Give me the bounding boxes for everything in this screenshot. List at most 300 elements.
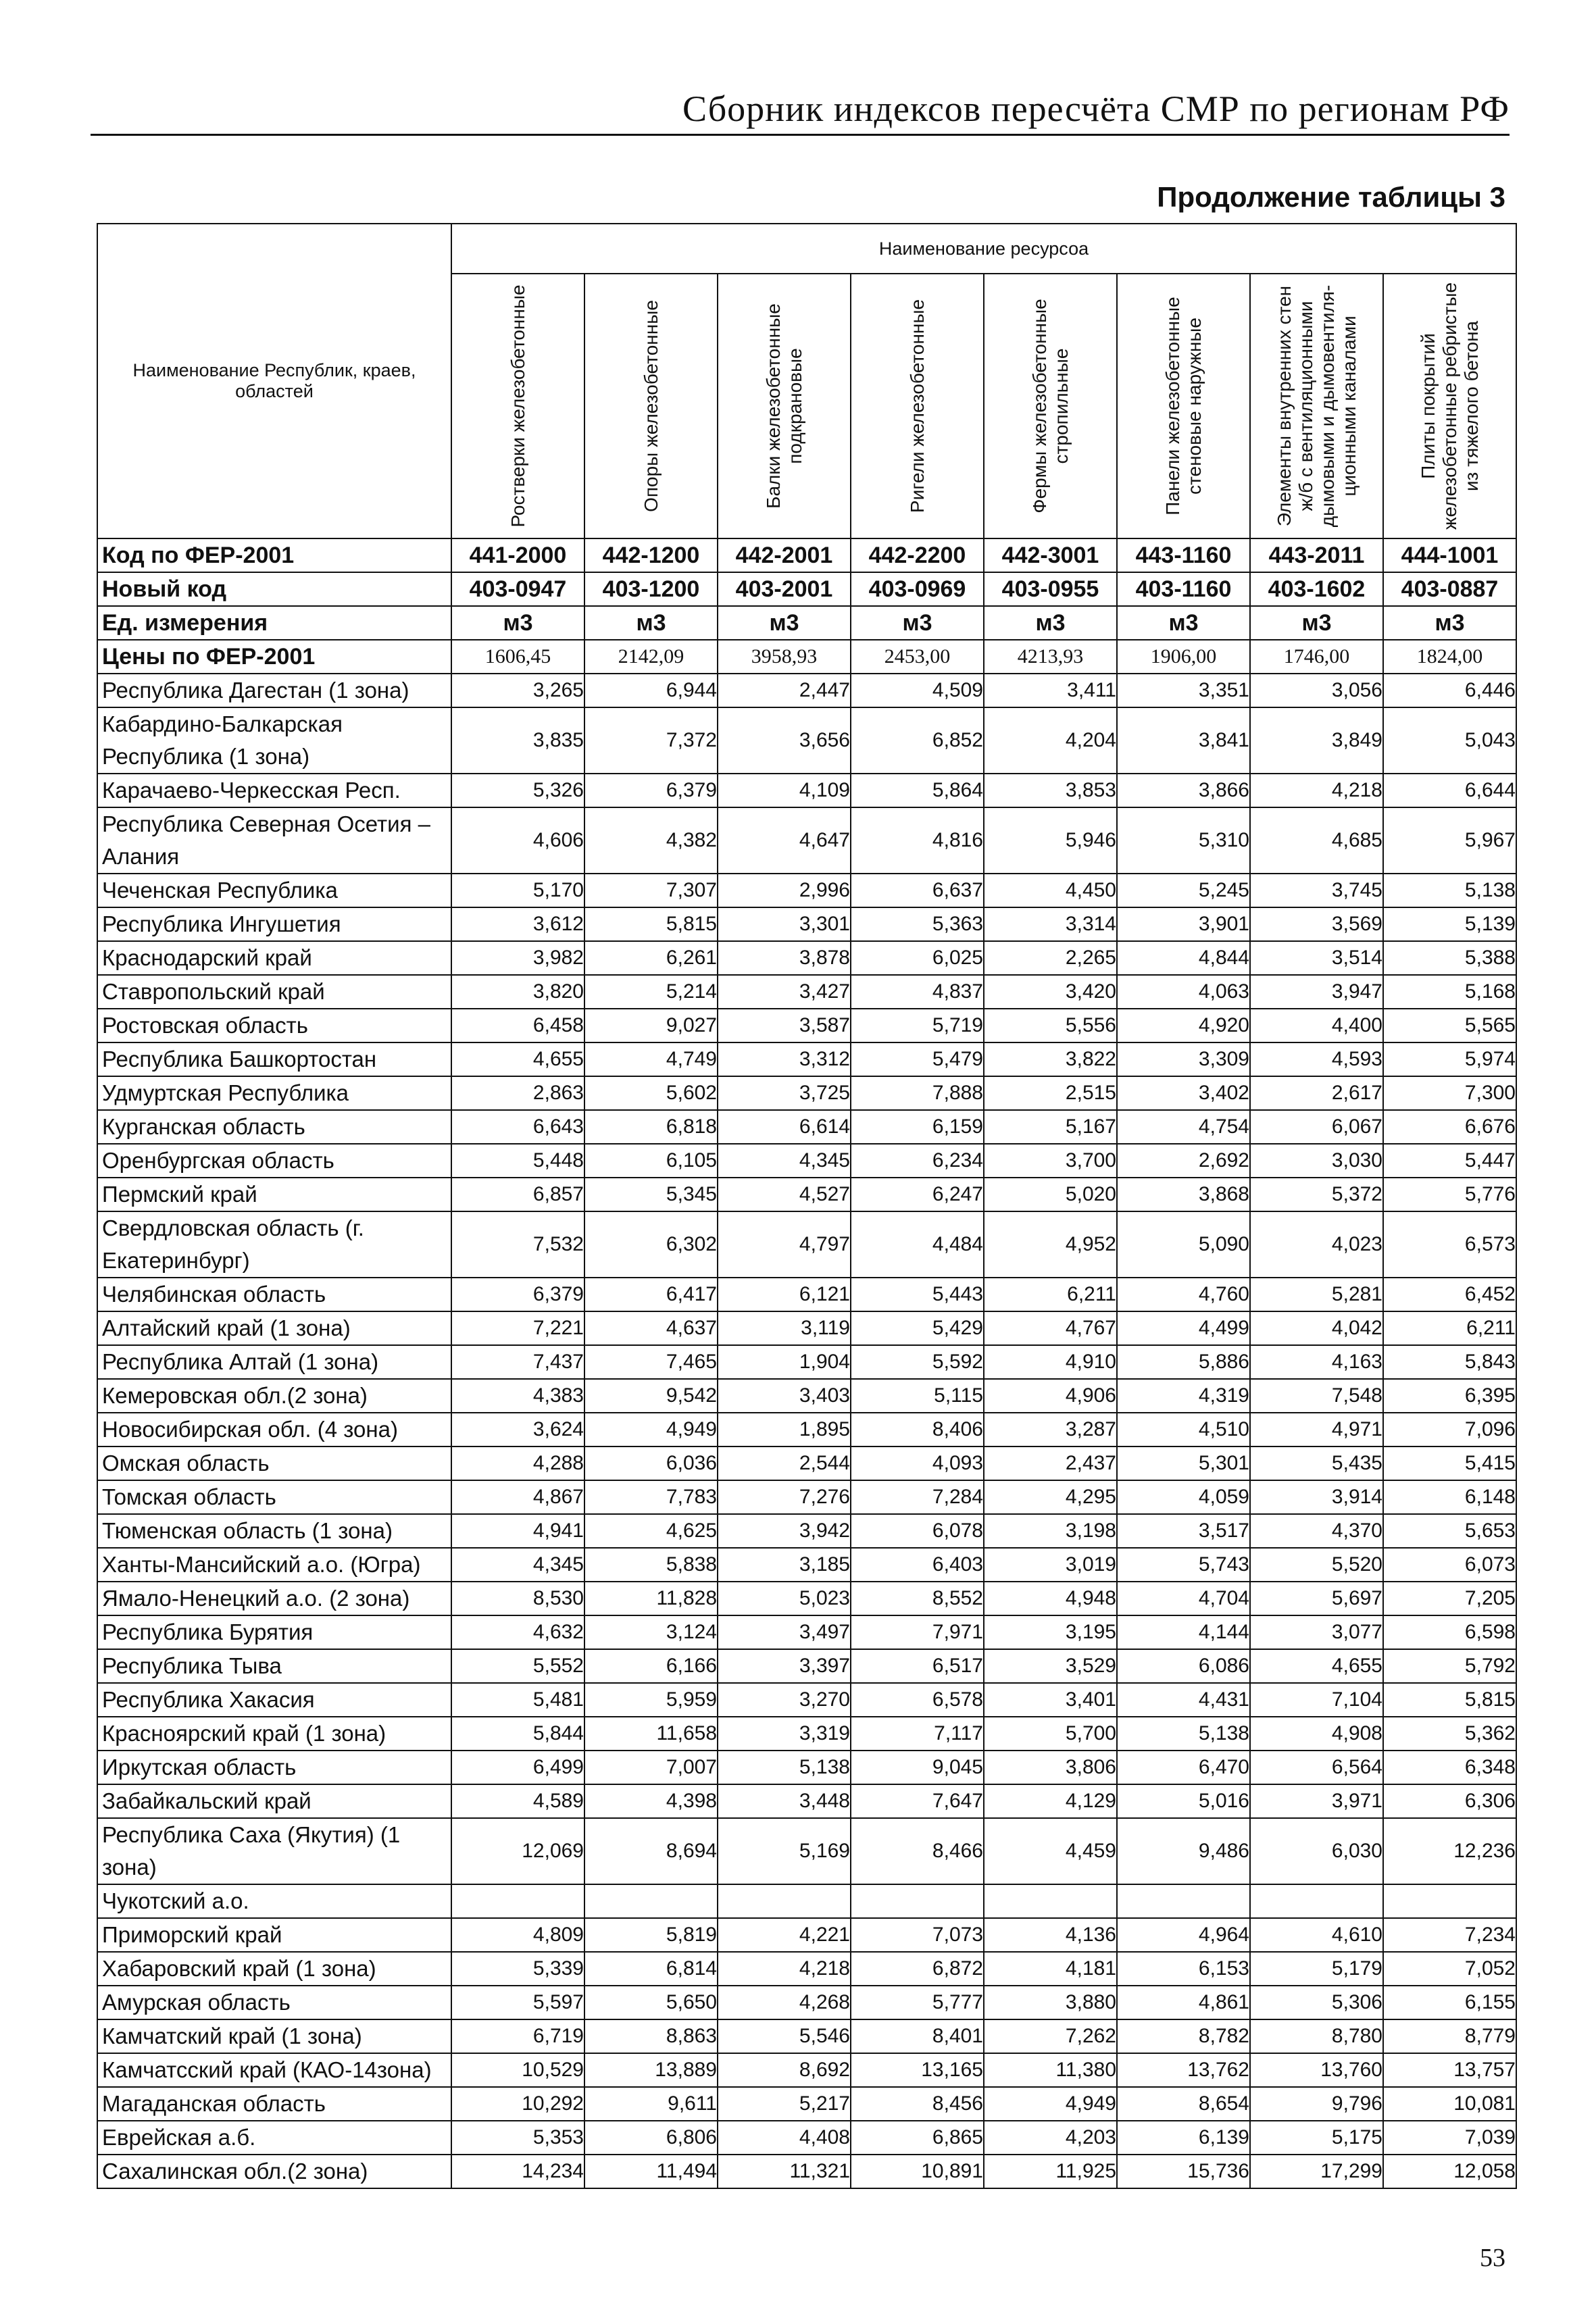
region-name: Забайкальский край [97, 1784, 451, 1818]
index-value: 4,398 [584, 1784, 718, 1818]
index-value: 3,841 [1117, 707, 1250, 774]
meta-value: 443-2011 [1250, 538, 1383, 572]
region-name: Камчатсский край (КАО-14зона) [97, 2053, 451, 2087]
region-name: Республика Бурятия [97, 1615, 451, 1649]
index-value: 5,020 [984, 1178, 1117, 1211]
index-value: 3,914 [1250, 1480, 1383, 1514]
index-value: 4,499 [1117, 1311, 1250, 1345]
index-value: 4,809 [451, 1918, 584, 1952]
index-value: 4,345 [718, 1144, 851, 1178]
index-value: 4,218 [1250, 774, 1383, 807]
index-value: 3,411 [984, 674, 1117, 707]
index-value: 6,470 [1117, 1751, 1250, 1784]
index-value: 6,644 [1383, 774, 1516, 807]
index-value: 6,944 [584, 674, 718, 707]
index-value: 5,447 [1383, 1144, 1516, 1178]
index-value: 7,548 [1250, 1379, 1383, 1413]
index-value: 6,166 [584, 1649, 718, 1683]
column-header-label: Ригели железобетонные [906, 299, 928, 513]
index-value: 6,073 [1383, 1548, 1516, 1582]
index-value: 6,852 [851, 707, 984, 774]
index-value: 13,757 [1383, 2053, 1516, 2087]
meta-value: м3 [718, 606, 851, 640]
region-name: Сахалинская обл.(2 зона) [97, 2155, 451, 2188]
index-value: 8,692 [718, 2053, 851, 2087]
index-value: 4,382 [584, 807, 718, 874]
index-value: 4,610 [1250, 1918, 1383, 1952]
index-value: 5,362 [1383, 1717, 1516, 1751]
index-value: 6,086 [1117, 1649, 1250, 1683]
index-value: 6,676 [1383, 1110, 1516, 1144]
index-value: 5,448 [451, 1144, 584, 1178]
index-value: 7,971 [851, 1615, 984, 1649]
index-value: 4,059 [1117, 1480, 1250, 1514]
index-value: 3,947 [1250, 975, 1383, 1009]
index-value: 5,139 [1383, 907, 1516, 941]
index-value: 8,552 [851, 1582, 984, 1615]
region-name: Приморский край [97, 1918, 451, 1952]
index-value: 6,139 [1117, 2121, 1250, 2155]
index-value: 5,974 [1383, 1042, 1516, 1076]
region-name: Республика Башкортостан [97, 1042, 451, 1076]
index-value: 4,861 [1117, 1986, 1250, 2019]
index-value: 3,265 [451, 674, 584, 707]
table-row [97, 1615, 1516, 1649]
index-value: 4,023 [1250, 1211, 1383, 1278]
index-value: 4,450 [984, 874, 1117, 907]
index-value: 6,458 [451, 1009, 584, 1042]
index-value: 4,920 [1117, 1009, 1250, 1042]
index-value: 6,573 [1383, 1211, 1516, 1278]
index-value: 3,587 [718, 1009, 851, 1042]
index-value: 5,843 [1383, 1345, 1516, 1379]
region-name: Республика Саха (Якутия) (1 зона) [97, 1818, 451, 1884]
index-value: 6,379 [451, 1278, 584, 1311]
index-value: 6,643 [451, 1110, 584, 1144]
index-value: 3,309 [1117, 1042, 1250, 1076]
index-value: 4,625 [584, 1514, 718, 1548]
meta-label: Ед. измерения [97, 606, 451, 640]
column-header-label: Плиты покрытий железобетонные ребристые из тяжелого бетона [1417, 282, 1482, 530]
index-value: 5,023 [718, 1582, 851, 1615]
region-name: Республика Хакасия [97, 1683, 451, 1717]
meta-value: 442-2001 [718, 538, 851, 572]
table-row [97, 1413, 1516, 1447]
region-name: Свердловская область (г. Екатеринбург) [97, 1211, 451, 1278]
table-row [97, 1884, 1516, 1918]
index-value: 5,697 [1250, 1582, 1383, 1615]
index-value: 6,379 [584, 774, 718, 807]
index-value: 5,481 [451, 1683, 584, 1717]
index-value: 5,776 [1383, 1178, 1516, 1211]
table-row [97, 1447, 1516, 1480]
index-value: 2,437 [984, 1447, 1117, 1480]
index-value: 5,372 [1250, 1178, 1383, 1211]
index-value: 5,546 [718, 2019, 851, 2053]
index-value: 4,632 [451, 1615, 584, 1649]
index-value: 4,906 [984, 1379, 1117, 1413]
column-header [451, 274, 584, 538]
index-value: 6,578 [851, 1683, 984, 1717]
index-value: 4,129 [984, 1784, 1117, 1818]
index-value: 2,996 [718, 874, 851, 907]
region-name: Карачаево-Черкесская Респ. [97, 774, 451, 807]
table-row [97, 1480, 1516, 1514]
region-name: Тюменская область (1 зона) [97, 1514, 451, 1548]
index-value: 7,104 [1250, 1683, 1383, 1717]
index-value: 6,598 [1383, 1615, 1516, 1649]
index-value: 6,564 [1250, 1751, 1383, 1784]
index-value: 4,319 [1117, 1379, 1250, 1413]
index-value: 3,853 [984, 774, 1117, 807]
index-value: 5,090 [1117, 1211, 1250, 1278]
table-row [97, 907, 1516, 941]
table-row [97, 975, 1516, 1009]
index-value: 4,345 [451, 1548, 584, 1582]
index-value: 4,704 [1117, 1582, 1250, 1615]
table-row [97, 941, 1516, 975]
index-value: 12,058 [1383, 2155, 1516, 2188]
index-value [984, 1884, 1117, 1918]
index-value: 5,552 [451, 1649, 584, 1683]
index-value: 5,043 [1383, 707, 1516, 774]
table-row [97, 1345, 1516, 1379]
index-value: 6,247 [851, 1178, 984, 1211]
index-value: 6,417 [584, 1278, 718, 1311]
index-value: 7,205 [1383, 1582, 1516, 1615]
region-name: Республика Алтай (1 зона) [97, 1345, 451, 1379]
column-header [1117, 274, 1250, 538]
table-row [97, 1278, 1516, 1311]
index-value: 7,307 [584, 874, 718, 907]
table-row [97, 1548, 1516, 1582]
index-value: 5,946 [984, 807, 1117, 874]
index-value: 10,292 [451, 2087, 584, 2121]
index-value: 3,287 [984, 1413, 1117, 1447]
index-value: 6,348 [1383, 1751, 1516, 1784]
index-value: 6,159 [851, 1110, 984, 1144]
index-value: 5,353 [451, 2121, 584, 2155]
index-value: 7,039 [1383, 2121, 1516, 2155]
table-row [97, 1379, 1516, 1413]
index-value: 4,655 [1250, 1649, 1383, 1683]
meta-value: 403-0947 [451, 572, 584, 606]
index-value: 3,514 [1250, 941, 1383, 975]
region-name: Омская область [97, 1447, 451, 1480]
index-value: 3,612 [451, 907, 584, 941]
index-value: 5,345 [584, 1178, 718, 1211]
index-value: 4,971 [1250, 1413, 1383, 1447]
index-value: 7,276 [718, 1480, 851, 1514]
index-value: 4,816 [851, 807, 984, 874]
column-header [1250, 274, 1383, 538]
index-value: 8,863 [584, 2019, 718, 2053]
meta-value: 403-0969 [851, 572, 984, 606]
index-value: 5,443 [851, 1278, 984, 1311]
index-value: 9,542 [584, 1379, 718, 1413]
index-value: 13,165 [851, 2053, 984, 2087]
index-value: 6,030 [1250, 1818, 1383, 1884]
region-name: Иркутская область [97, 1751, 451, 1784]
index-value: 7,073 [851, 1918, 984, 1952]
index-value: 5,138 [1383, 874, 1516, 907]
index-value: 3,056 [1250, 674, 1383, 707]
region-name: Чукотский а.о. [97, 1884, 451, 1918]
region-name: Хабаровский край (1 зона) [97, 1952, 451, 1986]
index-value: 11,828 [584, 1582, 718, 1615]
index-value: 4,589 [451, 1784, 584, 1818]
index-value: 3,401 [984, 1683, 1117, 1717]
index-value: 5,565 [1383, 1009, 1516, 1042]
index-value: 7,532 [451, 1211, 584, 1278]
index-value: 11,925 [984, 2155, 1117, 2188]
index-value: 6,395 [1383, 1379, 1516, 1413]
index-value: 7,117 [851, 1717, 984, 1751]
column-header-label: Панели железобетонные стеновые наружные [1162, 297, 1205, 515]
index-value: 4,400 [1250, 1009, 1383, 1042]
index-value: 9,045 [851, 1751, 984, 1784]
index-value: 4,767 [984, 1311, 1117, 1345]
table-row [97, 2019, 1516, 2053]
meta-value: 442-1200 [584, 538, 718, 572]
region-name: Республика Дагестан (1 зона) [97, 674, 451, 707]
index-value: 3,198 [984, 1514, 1117, 1548]
index-value: 6,719 [451, 2019, 584, 2053]
index-value: 10,081 [1383, 2087, 1516, 2121]
header-rule [91, 134, 1510, 136]
index-value [584, 1884, 718, 1918]
region-name: Алтайский край (1 зона) [97, 1311, 451, 1345]
index-value: 5,777 [851, 1986, 984, 2019]
index-value: 10,529 [451, 2053, 584, 2087]
index-value: 9,027 [584, 1009, 718, 1042]
region-name: Магаданская область [97, 2087, 451, 2121]
index-value: 4,948 [984, 1582, 1117, 1615]
index-value: 5,520 [1250, 1548, 1383, 1582]
index-value: 4,268 [718, 1986, 851, 2019]
index-value: 10,891 [851, 2155, 984, 2188]
index-value: 2,265 [984, 941, 1117, 975]
index-value: 3,195 [984, 1615, 1117, 1649]
index-value: 5,326 [451, 774, 584, 807]
index-value: 5,310 [1117, 807, 1250, 874]
index-value: 4,867 [451, 1480, 584, 1514]
meta-value: 4213,93 [984, 640, 1117, 674]
index-value: 4,203 [984, 2121, 1117, 2155]
index-value: 6,153 [1117, 1952, 1250, 1986]
index-value: 5,592 [851, 1345, 984, 1379]
index-value: 3,822 [984, 1042, 1117, 1076]
index-value: 4,204 [984, 707, 1117, 774]
index-value: 3,448 [718, 1784, 851, 1818]
index-value: 5,959 [584, 1683, 718, 1717]
meta-value: 3958,93 [718, 640, 851, 674]
index-value: 4,181 [984, 1952, 1117, 1986]
index-value: 6,121 [718, 1278, 851, 1311]
table-row [97, 707, 1516, 774]
index-value: 4,484 [851, 1211, 984, 1278]
index-value: 3,725 [718, 1076, 851, 1110]
index-value [718, 1884, 851, 1918]
index-value: 8,466 [851, 1818, 984, 1884]
index-value: 11,380 [984, 2053, 1117, 2087]
index-value: 7,888 [851, 1076, 984, 1110]
collection-title: Сборник индексов пересчёта СМР по регионам РФ [682, 89, 1510, 129]
meta-row [97, 606, 1516, 640]
index-value: 3,185 [718, 1548, 851, 1582]
meta-value: 403-0955 [984, 572, 1117, 606]
meta-label: Код по ФЕР-2001 [97, 538, 451, 572]
index-value: 6,517 [851, 1649, 984, 1683]
index-value: 1,904 [718, 1345, 851, 1379]
index-value: 3,901 [1117, 907, 1250, 941]
index-value: 11,658 [584, 1717, 718, 1751]
index-value: 6,261 [584, 941, 718, 975]
index-value: 12,236 [1383, 1818, 1516, 1884]
meta-value: 443-1160 [1117, 538, 1250, 572]
index-value: 4,637 [584, 1311, 718, 1345]
index-value: 2,692 [1117, 1144, 1250, 1178]
index-value: 6,857 [451, 1178, 584, 1211]
table-row [97, 1144, 1516, 1178]
index-value [1250, 1884, 1383, 1918]
index-value: 4,218 [718, 1952, 851, 1986]
index-value: 7,437 [451, 1345, 584, 1379]
index-value: 5,115 [851, 1379, 984, 1413]
meta-rows [97, 538, 1516, 674]
index-value: 4,655 [451, 1042, 584, 1076]
index-value: 3,301 [718, 907, 851, 941]
index-value: 5,301 [1117, 1447, 1250, 1480]
index-value: 3,880 [984, 1986, 1117, 2019]
index-value: 3,982 [451, 941, 584, 975]
index-value: 6,818 [584, 1110, 718, 1144]
index-value: 5,967 [1383, 807, 1516, 874]
meta-value: 444-1001 [1383, 538, 1516, 572]
index-value: 5,281 [1250, 1278, 1383, 1311]
meta-value: м3 [1383, 606, 1516, 640]
table-row [97, 1211, 1516, 1278]
column-header [984, 274, 1117, 538]
index-value: 8,654 [1117, 2087, 1250, 2121]
index-value: 6,155 [1383, 1986, 1516, 2019]
meta-row [97, 538, 1516, 572]
region-name: Республика Тыва [97, 1649, 451, 1683]
meta-label: Цены по ФЕР-2001 [97, 640, 451, 674]
table-row [97, 2087, 1516, 2121]
index-value: 3,517 [1117, 1514, 1250, 1548]
index-value: 3,402 [1117, 1076, 1250, 1110]
table-row [97, 674, 1516, 707]
index-value: 2,544 [718, 1447, 851, 1480]
index-value: 8,782 [1117, 2019, 1250, 2053]
index-value: 5,815 [1383, 1683, 1516, 1717]
meta-value: 1746,00 [1250, 640, 1383, 674]
index-value [1117, 1884, 1250, 1918]
table-row [97, 1649, 1516, 1683]
index-value: 3,403 [718, 1379, 851, 1413]
index-value: 7,372 [584, 707, 718, 774]
index-value: 5,217 [718, 2087, 851, 2121]
index-value: 6,148 [1383, 1480, 1516, 1514]
index-value: 7,221 [451, 1311, 584, 1345]
index-value: 6,306 [1383, 1784, 1516, 1818]
index-value: 9,796 [1250, 2087, 1383, 2121]
index-value: 4,370 [1250, 1514, 1383, 1548]
index-value: 4,844 [1117, 941, 1250, 975]
index-value: 4,952 [984, 1211, 1117, 1278]
index-value: 12,069 [451, 1818, 584, 1884]
index-value [451, 1884, 584, 1918]
index-value: 4,754 [1117, 1110, 1250, 1144]
index-value: 2,447 [718, 674, 851, 707]
index-value: 14,234 [451, 2155, 584, 2188]
header-row-top [97, 224, 1516, 274]
page-number: 53 [1480, 2244, 1505, 2272]
index-value: 4,144 [1117, 1615, 1250, 1649]
region-name: Пермский край [97, 1178, 451, 1211]
meta-value: 403-1200 [584, 572, 718, 606]
index-value: 8,779 [1383, 2019, 1516, 2053]
region-name: Амурская область [97, 1986, 451, 2019]
table-row [97, 1717, 1516, 1751]
index-value: 5,363 [851, 907, 984, 941]
index-value: 4,383 [451, 1379, 584, 1413]
index-value: 4,908 [1250, 1717, 1383, 1751]
index-value: 4,459 [984, 1818, 1117, 1884]
index-value: 6,446 [1383, 674, 1516, 707]
index-value: 6,078 [851, 1514, 984, 1548]
index-value: 4,042 [1250, 1311, 1383, 1345]
meta-value: м3 [1117, 606, 1250, 640]
index-value [1383, 1884, 1516, 1918]
index-value: 5,844 [451, 1717, 584, 1751]
index-value: 6,452 [1383, 1278, 1516, 1311]
meta-value: м3 [851, 606, 984, 640]
index-value: 9,486 [1117, 1818, 1250, 1884]
meta-value: 1606,45 [451, 640, 584, 674]
column-header [1383, 274, 1516, 538]
table-row [97, 1042, 1516, 1076]
index-value: 5,886 [1117, 1345, 1250, 1379]
table-continuation-label: Продолжение таблицы 3 [1157, 181, 1505, 213]
region-name: Республика Ингушетия [97, 907, 451, 941]
table-row [97, 1986, 1516, 2019]
region-name: Челябинская область [97, 1278, 451, 1311]
index-value: 3,835 [451, 707, 584, 774]
index-value: 4,837 [851, 975, 984, 1009]
index-value: 5,815 [584, 907, 718, 941]
index-value: 4,606 [451, 807, 584, 874]
index-value: 3,427 [718, 975, 851, 1009]
table-row [97, 2053, 1516, 2087]
index-value: 3,656 [718, 707, 851, 774]
index-value: 5,650 [584, 1986, 718, 2019]
region-name: Ямало-Ненецкий а.о. (2 зона) [97, 1582, 451, 1615]
index-value: 6,614 [718, 1110, 851, 1144]
index-value: 3,351 [1117, 674, 1250, 707]
index-value: 7,300 [1383, 1076, 1516, 1110]
meta-value: м3 [584, 606, 718, 640]
region-name: Оренбургская область [97, 1144, 451, 1178]
index-value: 3,529 [984, 1649, 1117, 1683]
index-value: 3,745 [1250, 874, 1383, 907]
index-value: 3,866 [1117, 774, 1250, 807]
table-row [97, 1683, 1516, 1717]
index-value: 4,760 [1117, 1278, 1250, 1311]
region-name: Камчатский край (1 зона) [97, 2019, 451, 2053]
region-name: Еврейская а.б. [97, 2121, 451, 2155]
